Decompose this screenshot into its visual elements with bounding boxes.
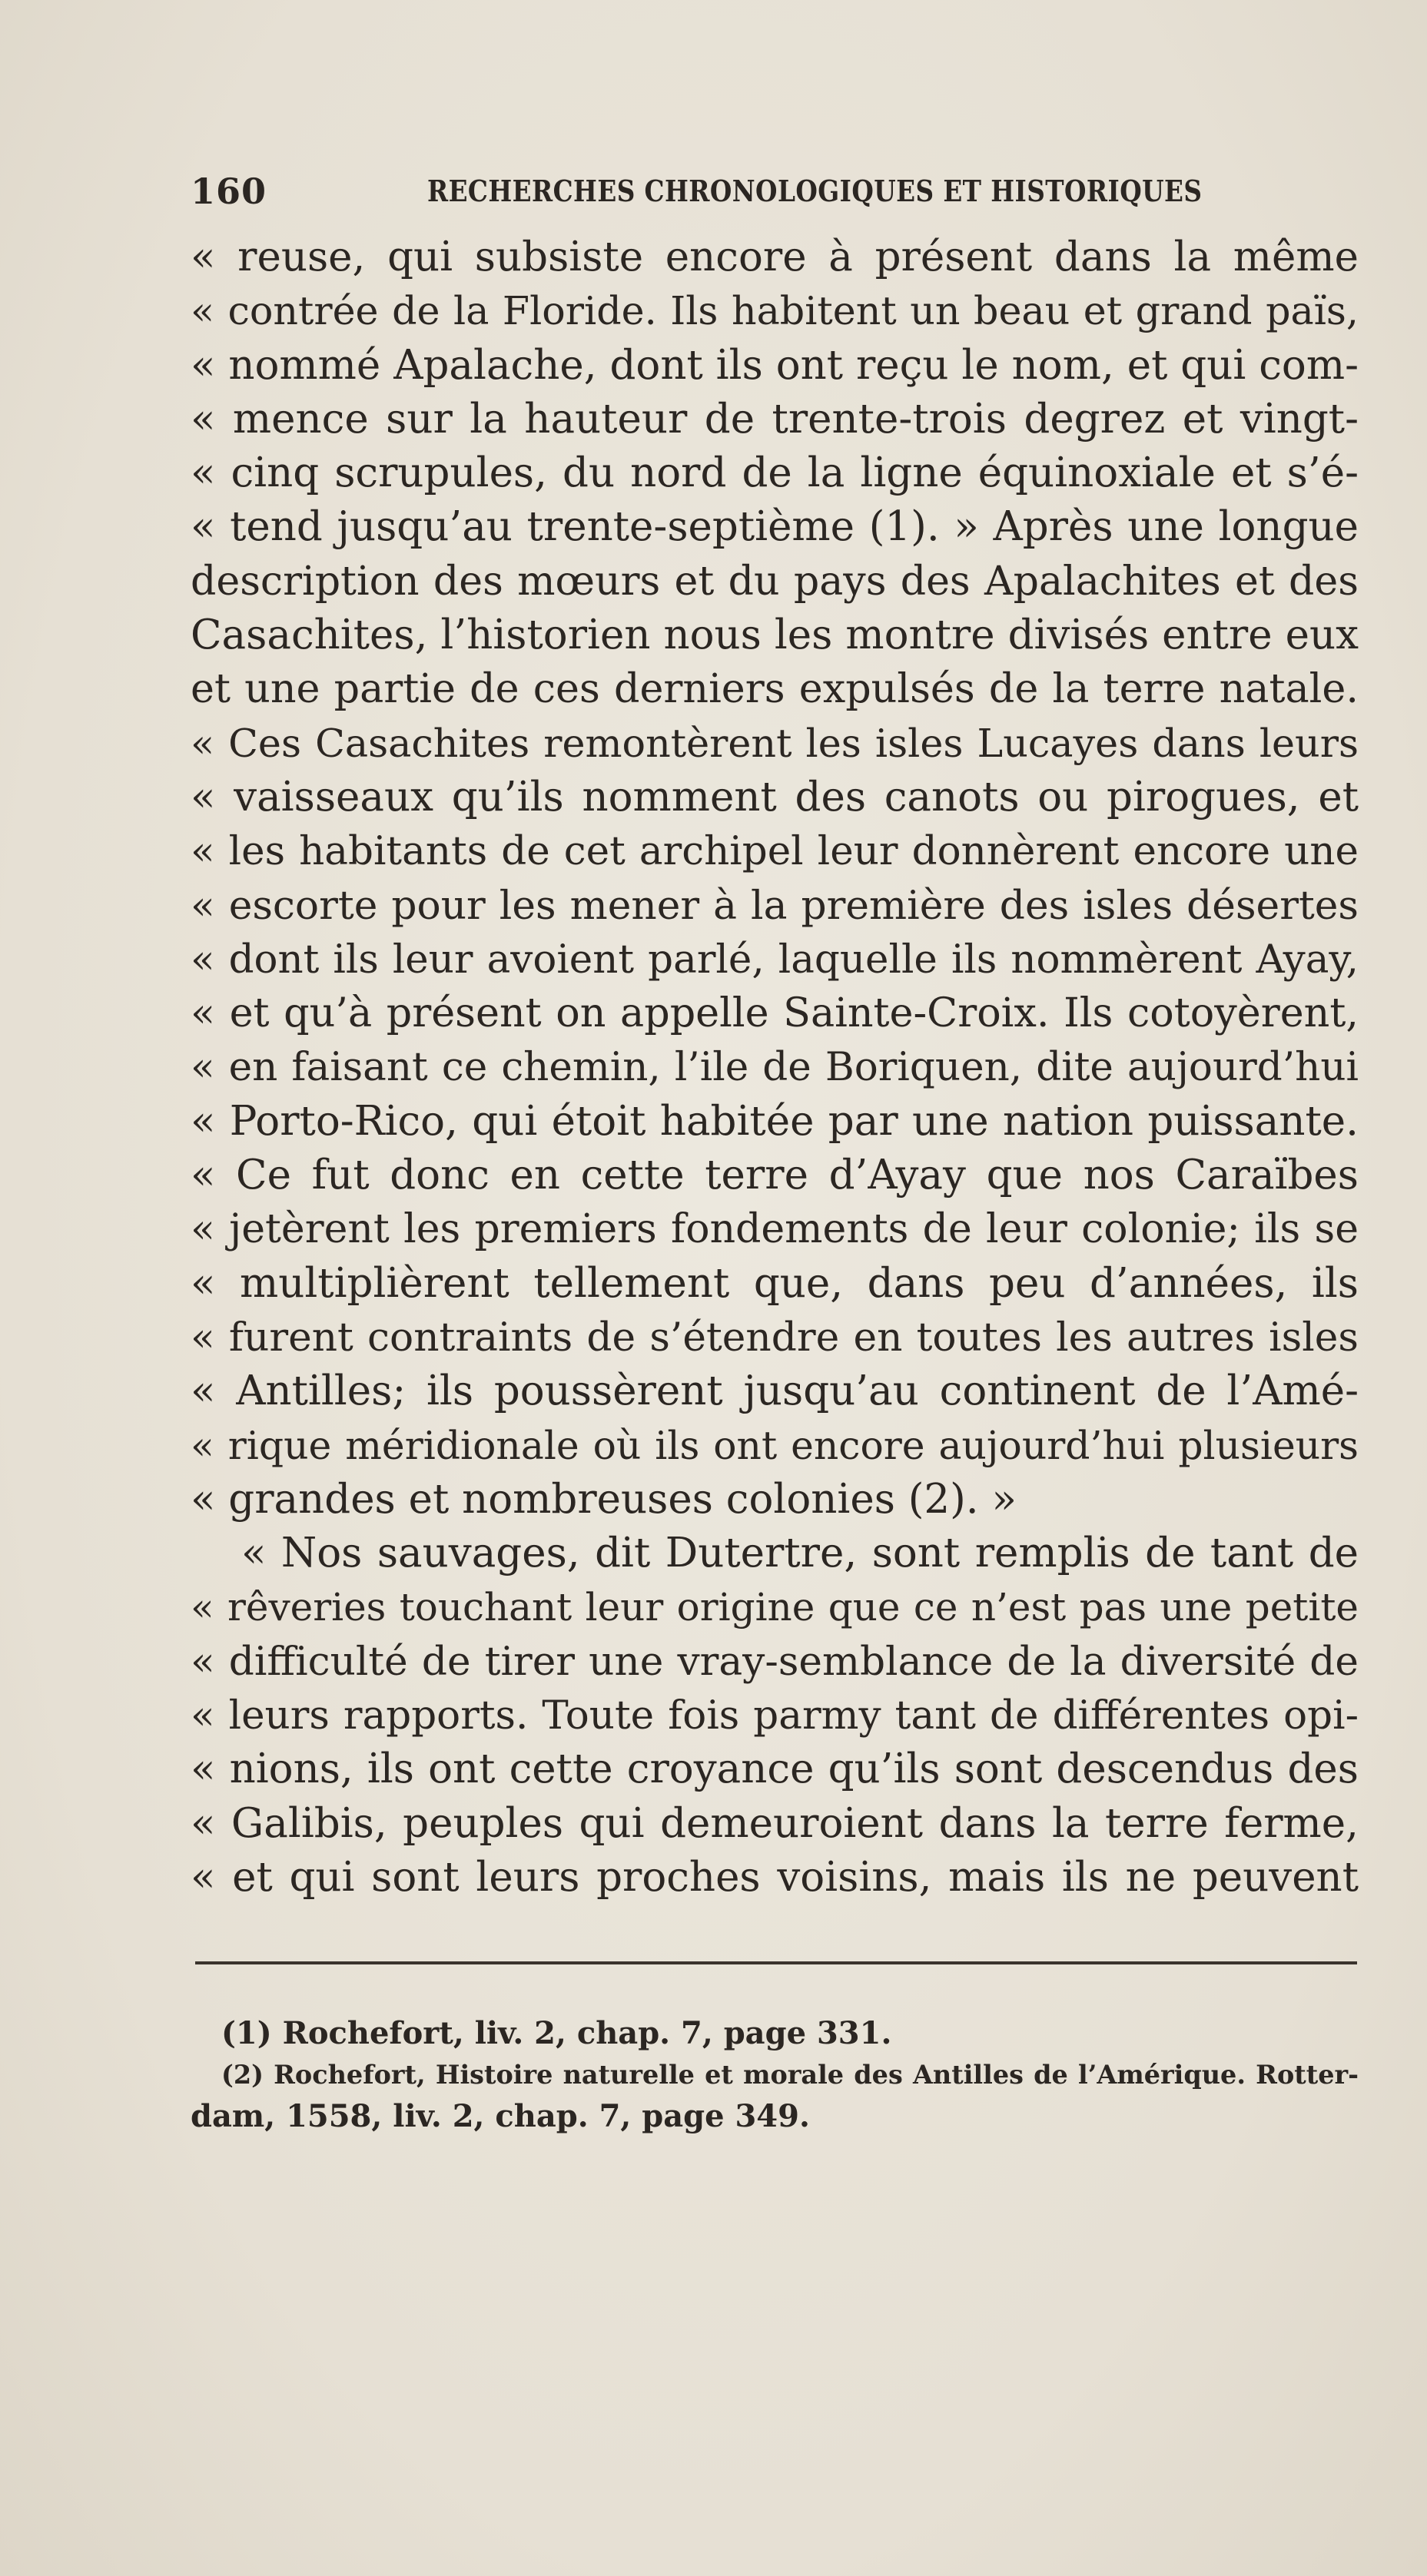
text-line: « cinq scrupules, du nord de la ligne équinoxiale et s’é- — [191, 449, 1359, 497]
text-line: « Nos sauvages, dit Dutertre, sont remplis de tant de — [241, 1530, 1359, 1577]
text-line: description des mœurs et du pays des Apalachites et des — [191, 558, 1359, 605]
body-text — [191, 230, 1359, 1905]
text-line: « Ce fut donc en cette terre d’Ayay que nos Caraïbes — [191, 1152, 1359, 1199]
text-line: Casachites, l’historien nous les montre divisés entre eux — [191, 612, 1359, 659]
text-line: « difficulté de tirer une vray-semblance de la diversité de — [191, 1638, 1359, 1685]
page-number: 160 — [191, 171, 267, 212]
text-line: « rêveries touchant leur origine que ce n’est pas une petite — [191, 1585, 1359, 1630]
text-line: « multiplièrent tellement que, dans peu d’années, ils — [191, 1259, 1359, 1307]
footnote-2-continuation: dam, 1558, liv. 2, chap. 7, page 349. — [191, 2098, 810, 2134]
text-line: « Antilles; ils poussèrent jusqu’au continent de l’Amé- — [191, 1368, 1359, 1415]
running-head: RECHERCHES CHRONOLOGIQUES ET HISTORIQUES — [427, 174, 1203, 208]
text-line: « grandes et nombreuses colonies (2). » — [191, 1475, 1017, 1523]
text-line: « rique méridionale où ils ont encore aujourd’hui plusieurs — [191, 1422, 1359, 1468]
text-line: « furent contraints de s’étendre en toutes les autres isles — [191, 1314, 1359, 1361]
footnote-2: (2) Rochefort, Histoire naturelle et morale des Antilles de l’Amérique. Rotter- — [221, 2060, 1359, 2090]
page-header — [191, 171, 1203, 217]
text-line: « Galibis, peuples qui demeuroient dans la terre ferme, — [191, 1799, 1359, 1847]
text-line: « nions, ils ont cette croyance qu’ils sont descendus des — [191, 1746, 1359, 1793]
footnote-1: (1) Rochefort, liv. 2, chap. 7, page 331. — [221, 2015, 892, 2051]
footnote-rule — [195, 1961, 1357, 1964]
footnotes — [191, 2013, 1359, 2137]
text-line: « contrée de la Floride. Ils habitent un beau et grand païs, — [191, 288, 1359, 334]
text-line: et une partie de ces derniers expulsés de la terre natale. — [191, 665, 1359, 713]
text-line: « escorte pour les mener à la première des isles désertes — [191, 882, 1359, 929]
text-line: « dont ils leur avoient parlé, laquelle ils nommèrent Ayay, — [191, 936, 1359, 983]
text-line: « les habitants de cet archipel leur donnèrent encore une — [191, 828, 1359, 875]
text-line: « vaisseaux qu’ils nomment des canots ou pirogues, et — [191, 773, 1359, 821]
text-line: « en faisant ce chemin, l’ile de Boriquen, dite aujourd’hui — [191, 1044, 1359, 1091]
text-line: « jetèrent les premiers fondements de leur colonie; ils se — [191, 1206, 1359, 1253]
text-line: « Ces Casachites remontèrent les isles Lucayes dans leurs — [191, 720, 1359, 766]
text-line: « Porto-Rico, qui étoit habitée par une nation puissante. — [191, 1097, 1359, 1145]
text-line: « et qu’à présent on appelle Sainte-Croix. Ils cotoyèrent, — [191, 990, 1359, 1037]
text-line: « leurs rapports. Toute fois parmy tant de différentes opi- — [191, 1692, 1359, 1739]
text-line: « mence sur la hauteur de trente-trois degrez et vingt- — [191, 395, 1359, 443]
text-line: « tend jusqu’au trente-septième (1). » Après une longue — [191, 503, 1359, 551]
text-line: « nommé Apalache, dont ils ont reçu le nom, et qui com- — [191, 341, 1359, 389]
text-line: « reuse, qui subsiste encore à présent dans la même — [191, 234, 1359, 280]
text-line: « et qui sont leurs proches voisins, mais ils ne peuvent — [191, 1853, 1359, 1901]
